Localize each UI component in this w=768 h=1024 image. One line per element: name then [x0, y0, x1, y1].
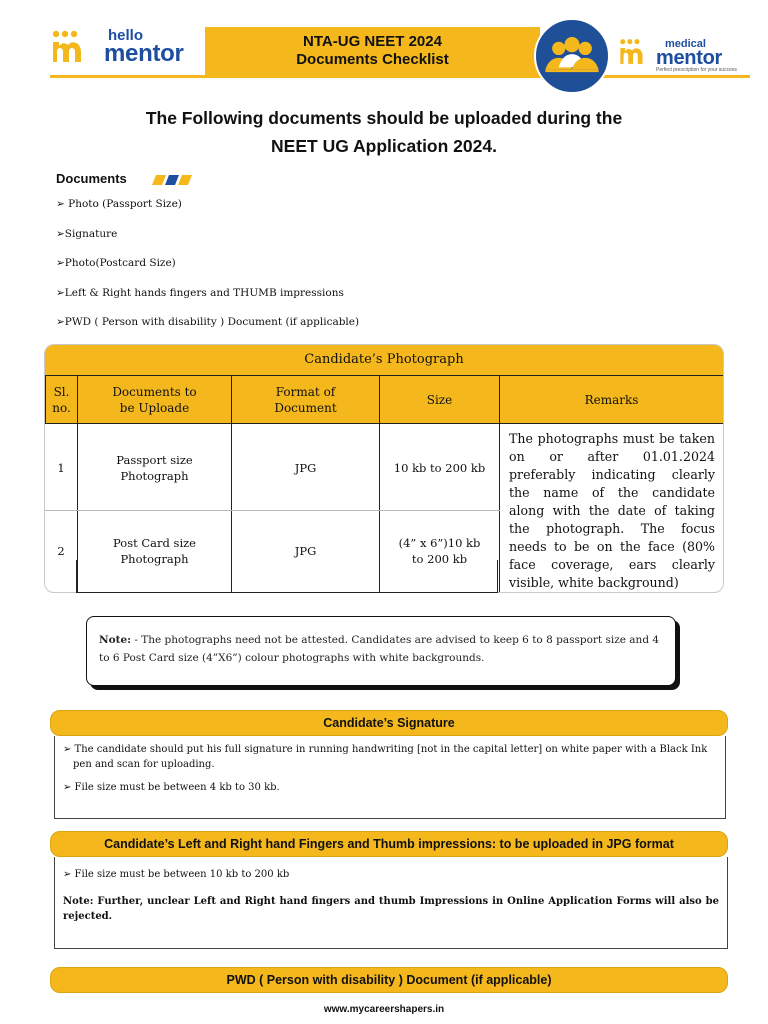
logo-right-tagline: Perfect prescription for your success — [656, 67, 737, 73]
logo-right-line1: medical — [665, 38, 706, 50]
table-bottom-border — [76, 560, 77, 593]
signature-heading: Candidate’s Signature — [50, 710, 728, 736]
title-line1: The Following documents should be uploaded during the — [145, 108, 623, 128]
photo-note — [86, 616, 676, 686]
signature-body — [54, 736, 726, 819]
fingers-heading: Candidate’s Left and Right hand Fingers and Thumb impressions: to be uploaded in JPG format — [50, 831, 728, 857]
doctors-badge-icon — [534, 18, 610, 94]
list-item: ➢PWD ( Person with disability ) Document (if applicable) — [56, 316, 360, 328]
footer-url: www.mycareershapers.in — [323, 1004, 445, 1015]
list-item: ➢Signature — [56, 227, 118, 240]
page-header — [0, 0, 768, 82]
table-cell-sl: 1 — [57, 460, 65, 475]
signature-point: ➢ File size must be between 4 kb to 30 kb. — [63, 782, 280, 793]
col-header-size: Size — [379, 375, 500, 424]
logo-left-line2: mentor — [104, 40, 184, 67]
table-bottom-border — [76, 592, 498, 593]
logo-right-line2: mentor — [656, 47, 722, 69]
fingers-note: Note: Further, unclear Left and Right hand fingers and thumb Impressions in Online Application Forms will also be rejected. — [63, 896, 719, 922]
table-bottom-border — [497, 560, 498, 593]
table-cell-size: 10 kb to 200 kb — [393, 460, 486, 475]
note-label: Note: — [99, 634, 132, 646]
col-header-sl: Sl. no. — [45, 375, 78, 424]
header-banner — [205, 27, 540, 75]
banner-line1: NTA-UG NEET 2024 — [303, 33, 442, 50]
documents-heading: Documents — [56, 171, 127, 186]
photograph-heading: Candidate’s Photograph — [45, 345, 723, 375]
fingers-point: ➢ File size must be between 10 kb to 200 kb — [63, 869, 290, 880]
col-header-format: Format of Document — [231, 375, 380, 424]
photograph-section — [44, 344, 724, 593]
documents-list — [56, 196, 359, 344]
header-divider — [50, 75, 750, 78]
list-item: ➢Left & Right hands fingers and THUMB impressions — [56, 286, 344, 299]
table-cell-size: (4” x 6”)10 kb to 200 kb — [398, 536, 481, 566]
list-item: ➢ Photo (Passport Size) — [56, 198, 182, 210]
column-divider — [499, 424, 500, 593]
note-text: - The photographs need not be attested. Candidates are advised to keep 6 to 8 passport size and 4 to 6 Post Card size (4”X6”) colour photographs with white backgrounds. — [99, 634, 660, 664]
page-title — [0, 104, 768, 160]
medical-mentor-logo-icon — [618, 38, 656, 66]
table-cell-format: JPG — [294, 460, 317, 475]
table-cell-sl: 2 — [57, 544, 65, 558]
title-line2: NEET UG Application 2024. — [271, 136, 497, 156]
list-item: ➢Photo(Postcard Size) — [56, 257, 176, 269]
signature-point: ➢ The candidate should put his full signature in running handwriting [not in the capital letter] on white paper with a Black Ink pen and scan for uploading. — [63, 744, 708, 770]
stripes-decoration-icon — [152, 175, 194, 185]
pwd-heading: PWD ( Person with disability ) Document (if applicable) — [50, 967, 728, 993]
logo-left-line1: hello — [108, 27, 144, 44]
table-cell-document: Post Card size Photograph — [113, 536, 196, 566]
hello-mentor-logo-icon — [50, 30, 98, 64]
col-header-documents: Documents to be Uploade — [77, 375, 232, 424]
table-cell-document: Passport size Photograph — [116, 452, 193, 483]
table-cell-remarks: The photographs must be taken on or after 01.01.2024 preferably indicating clearly the name of the candidate along with the date of taking the photograph. The focus needs to be on the face (80% face coverage, ears clearly visible, white background) — [509, 431, 715, 590]
banner-line2: Documents Checklist — [296, 51, 449, 68]
col-header-remarks: Remarks — [499, 375, 724, 424]
table-cell-format: JPG — [294, 544, 317, 558]
fingers-body — [54, 857, 728, 949]
